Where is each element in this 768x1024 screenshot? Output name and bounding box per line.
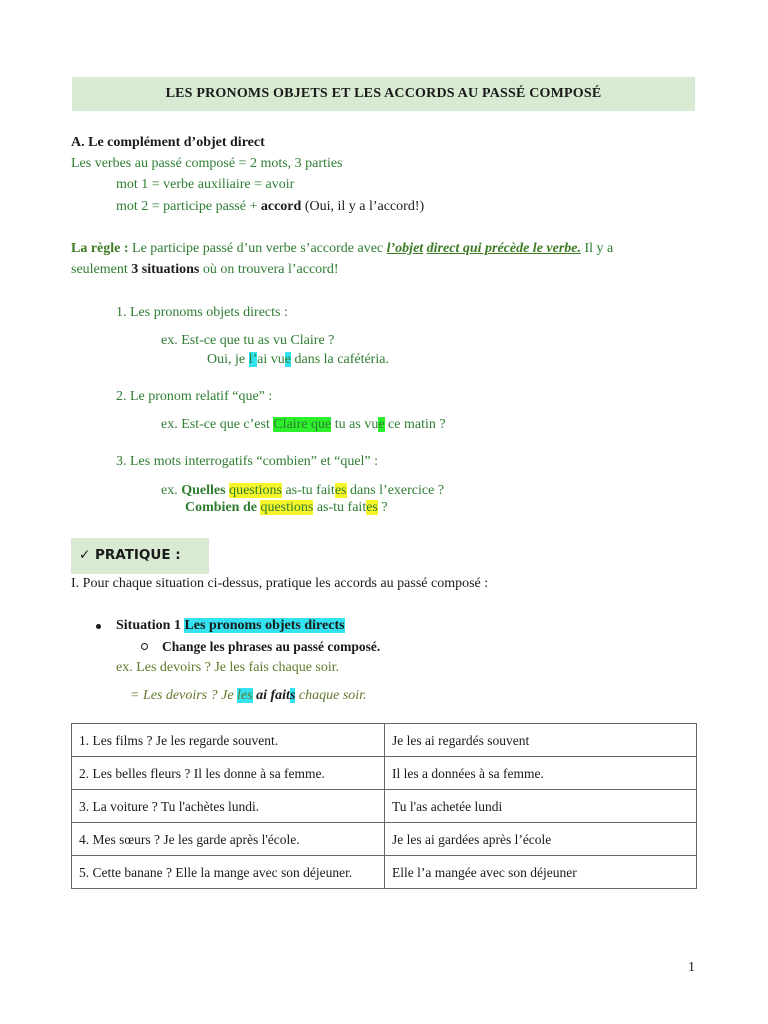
situation-3-title: 3. Les mots interrogatifs “combien” et “quel” : bbox=[116, 454, 379, 469]
page-number: 1 bbox=[688, 960, 695, 975]
section-a-line3: mot 2 = participe passé + accord (Oui, il y a l’accord!) bbox=[116, 199, 425, 214]
situation-1-example-a: Oui, je l’ai vue dans la cafétéria. bbox=[207, 352, 389, 367]
table-row bbox=[72, 823, 697, 856]
situation-2-title: 2. Le pronom relatif “que” : bbox=[116, 389, 273, 404]
situation-1-bullet: Situation 1 Les pronoms objets directs bbox=[116, 618, 345, 633]
table-cell-question: 2. Les belles fleurs ? Il les donne à sa femme. bbox=[72, 757, 385, 790]
table-cell-answer[interactable]: Elle l’a mangée avec son déjeuner bbox=[385, 856, 697, 889]
pratique-example: ex. Les devoirs ? Je les fais chaque soir. bbox=[116, 660, 340, 675]
regle-line2: seulement 3 situations où on trouvera l’accord! bbox=[71, 262, 339, 277]
pratique-heading: ✓ PRATIQUE : bbox=[71, 538, 209, 574]
section-a-line1: Les verbes au passé composé = 2 mots, 3 parties bbox=[71, 156, 343, 171]
situation-3-example-1: ex. Quelles questions as-tu faites dans l’exercice ? bbox=[161, 483, 445, 498]
document-title: LES PRONOMS OBJETS ET LES ACCORDS AU PASSÉ COMPOSÉ bbox=[72, 77, 695, 111]
situation-2-example: ex. Est-ce que c’est Claire que tu as vue ce matin ? bbox=[161, 417, 446, 432]
bullet-ring-icon bbox=[141, 643, 148, 650]
regle-line1: La règle : Le participe passé d’un verbe s’accorde avec l’objet direct qui précède le verbe. Il y a bbox=[71, 241, 614, 256]
situation-1-example-q: ex. Est-ce que tu as vu Claire ? bbox=[161, 333, 335, 348]
section-a-heading: A. Le complément d’objet direct bbox=[71, 135, 265, 150]
table-row bbox=[72, 724, 697, 757]
section-a-line2: mot 1 = verbe auxiliaire = avoir bbox=[116, 177, 295, 192]
table-cell-question: 3. La voiture ? Tu l'achètes lundi. bbox=[72, 790, 385, 823]
exercise-table bbox=[71, 723, 697, 889]
situation-1-title: 1. Les pronoms objets directs : bbox=[116, 305, 288, 320]
pratique-example-answer: = Les devoirs ? Je les ai faits chaque soir. bbox=[130, 688, 367, 703]
table-row bbox=[72, 856, 697, 889]
situation-3-example-2: Combien de questions as-tu faites ? bbox=[185, 500, 388, 515]
table-row bbox=[72, 757, 697, 790]
table-cell-answer[interactable]: Il les a données à sa femme. bbox=[385, 757, 697, 790]
pratique-intro: I. Pour chaque situation ci-dessus, pratique les accords au passé composé : bbox=[71, 576, 489, 591]
table-cell-answer[interactable]: Je les ai gardées après l’école bbox=[385, 823, 697, 856]
table-row bbox=[72, 790, 697, 823]
table-cell-question: 4. Mes sœurs ? Je les garde après l'école. bbox=[72, 823, 385, 856]
bullet-dot-icon bbox=[96, 624, 101, 629]
table-cell-question: 5. Cette banane ? Elle la mange avec son déjeuner. bbox=[72, 856, 385, 889]
table-cell-answer[interactable]: Je les ai regardés souvent bbox=[385, 724, 697, 757]
pratique-instruction: Change les phrases au passé composé. bbox=[162, 639, 381, 654]
table-cell-answer[interactable]: Tu l'as achetée lundi bbox=[385, 790, 697, 823]
table-cell-question: 1. Les films ? Je les regarde souvent. bbox=[72, 724, 385, 757]
